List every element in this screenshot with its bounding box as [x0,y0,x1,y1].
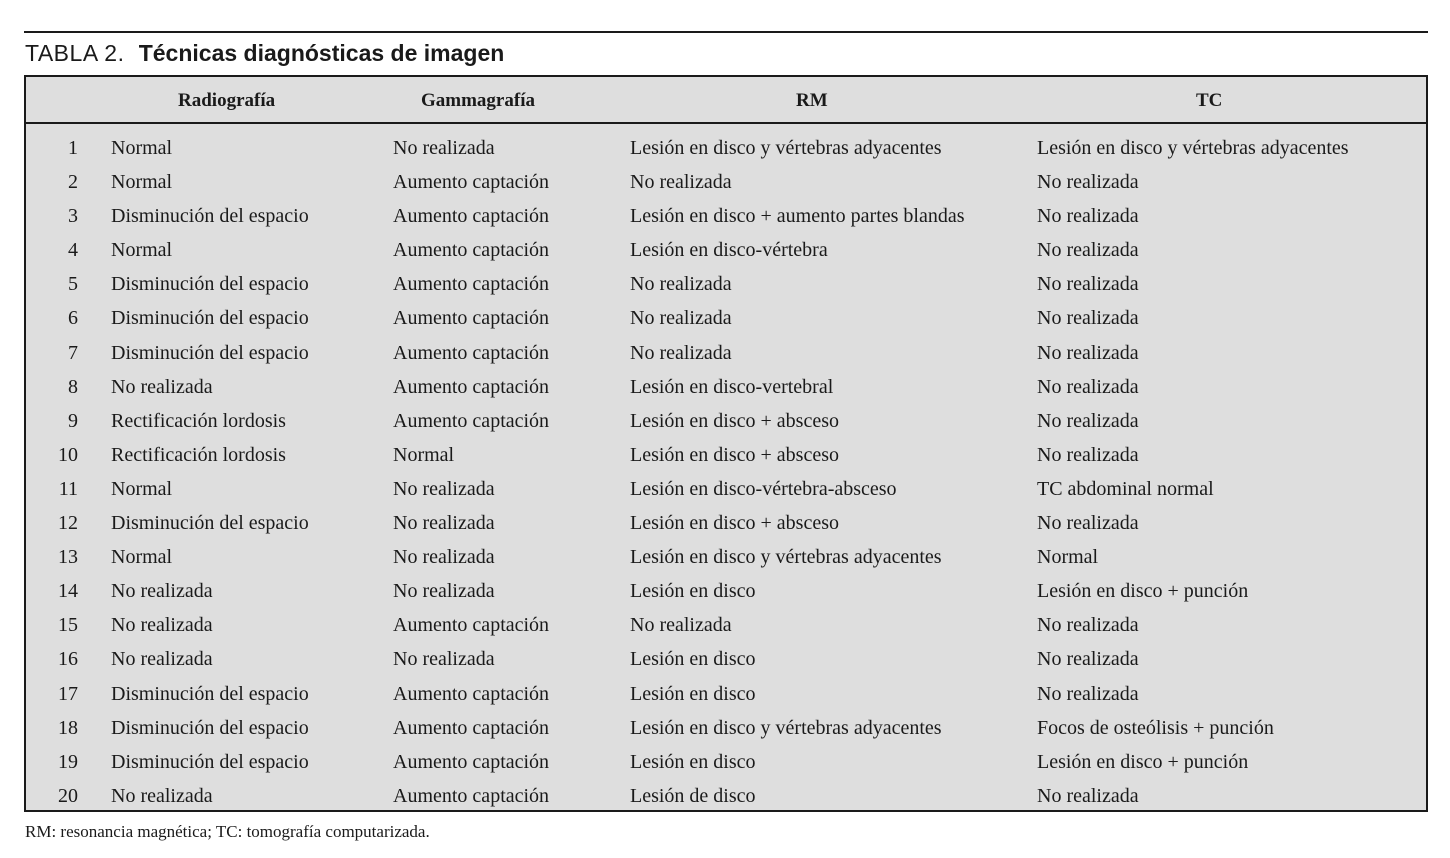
header-tc: TC [1196,90,1223,111]
cell-case-number: 5 [68,273,78,296]
cell-gammagrafia: Aumento captación [393,375,550,398]
cell-tc: No realizada [1037,375,1139,398]
cell-radiografia: Normal [111,546,173,569]
cell-tc: No realizada [1037,614,1139,637]
cell-tc: No realizada [1037,273,1139,296]
cell-case-number: 1 [68,137,78,159]
cell-tc: No realizada [1037,784,1139,807]
cell-radiografia: No realizada [111,784,213,807]
cell-rm: Lesión de disco [630,784,756,807]
cell-radiografia: Rectificación lordosis [111,443,286,466]
cell-case-number: 12 [58,512,78,535]
cell-gammagrafia: Aumento captación [393,171,550,194]
cell-case-number: 8 [68,375,78,398]
table-row [26,301,1426,335]
table-row [26,199,1426,233]
cell-tc: Lesión en disco + punción [1037,580,1249,603]
cell-rm: Lesión en disco-vertebral [630,375,834,398]
table-row [26,608,1426,642]
cell-radiografia: No realizada [111,375,213,398]
cell-tc: No realizada [1037,205,1139,228]
cell-case-number: 20 [58,784,78,807]
cell-case-number: 19 [58,750,78,773]
table-footnote: RM: resonancia magnética; TC: tomografía computarizada. [25,822,430,841]
cell-rm: Lesión en disco [630,750,756,773]
cell-rm: No realizada [630,614,732,637]
caption-label: TABLA 2. [25,40,125,66]
table-row [26,165,1426,199]
cell-case-number: 16 [58,648,78,671]
cell-rm: Lesión en disco + absceso [630,443,840,466]
cell-radiografia: Normal [111,239,173,262]
cell-rm: No realizada [630,273,732,296]
cell-tc: No realizada [1037,171,1139,194]
table-row [26,131,1426,165]
caption-title: Técnicas diagnósticas de imagen [138,40,505,66]
diagnostic-table [24,75,1428,812]
cell-case-number: 2 [68,171,78,194]
cell-rm: Lesión en disco + absceso [630,512,840,535]
cell-radiografia: Normal [111,477,173,500]
cell-gammagrafia: Aumento captación [393,784,550,807]
table-row [26,540,1426,574]
cell-rm: No realizada [630,171,732,194]
cell-tc: No realizada [1037,409,1139,432]
cell-rm: No realizada [630,307,732,330]
cell-case-number: 10 [58,443,78,466]
cell-radiografia: Normal [111,137,173,159]
cell-gammagrafia: Aumento captación [393,307,550,330]
table-row [26,233,1426,267]
cell-gammagrafia: No realizada [393,580,495,603]
table-row [26,267,1426,301]
table-row [26,472,1426,506]
cell-tc: No realizada [1037,443,1139,466]
cell-gammagrafia: No realizada [393,546,495,569]
cell-tc: No realizada [1037,239,1139,262]
cell-radiografia: Disminución del espacio [111,750,309,773]
cell-rm: Lesión en disco [630,682,756,705]
cell-case-number: 6 [68,307,78,330]
cell-case-number: 18 [58,716,78,739]
top-rule [24,31,1428,33]
cell-tc: No realizada [1037,682,1139,705]
cell-rm: Lesión en disco y vértebras adyacentes [630,137,942,159]
cell-radiografia: Disminución del espacio [111,512,309,535]
cell-radiografia: Disminución del espacio [111,682,309,705]
cell-gammagrafia: Aumento captación [393,682,550,705]
cell-rm: Lesión en disco y vértebras adyacentes [630,716,942,739]
cell-radiografia: Disminución del espacio [111,341,309,364]
cell-rm: Lesión en disco y vértebras adyacentes [630,546,942,569]
cell-radiografia: Disminución del espacio [111,716,309,739]
cell-radiografia: Disminución del espacio [111,307,309,330]
cell-radiografia: Disminución del espacio [111,273,309,296]
cell-gammagrafia: Aumento captación [393,409,550,432]
cell-gammagrafia: Aumento captación [393,716,550,739]
cell-rm: Lesión en disco + aumento partes blandas [630,205,965,228]
table-row [26,404,1426,438]
table-row [26,506,1426,540]
cell-gammagrafia: No realizada [393,477,495,500]
header-radiografia: Radiografía [178,90,276,111]
table-header-row [26,77,1426,122]
cell-gammagrafia: No realizada [393,512,495,535]
cell-rm: Lesión en disco [630,648,756,671]
cell-case-number: 7 [68,341,78,364]
cell-rm: Lesión en disco [630,580,756,603]
cell-tc: Lesión en disco + punción [1037,750,1249,773]
cell-radiografia: No realizada [111,580,213,603]
cell-rm: Lesión en disco + absceso [630,409,840,432]
cell-gammagrafia: Normal [393,443,455,466]
table-row [26,711,1426,745]
cell-gammagrafia: Aumento captación [393,341,550,364]
cell-gammagrafia: Aumento captación [393,273,550,296]
table-caption [25,38,504,69]
cell-radiografia: No realizada [111,614,213,637]
cell-gammagrafia: Aumento captación [393,205,550,228]
cell-rm: No realizada [630,341,732,364]
cell-gammagrafia: No realizada [393,137,495,159]
cell-case-number: 13 [58,546,78,569]
cell-tc: No realizada [1037,341,1139,364]
cell-tc: Normal [1037,546,1099,569]
table-row [26,745,1426,779]
table-row [26,370,1426,404]
table-body [26,131,1426,813]
cell-tc: No realizada [1037,307,1139,330]
cell-tc: Focos de osteólisis + punción [1037,716,1274,739]
cell-case-number: 11 [58,477,78,500]
cell-tc: TC abdominal normal [1037,477,1214,500]
table-row [26,779,1426,813]
cell-gammagrafia: No realizada [393,648,495,671]
cell-case-number: 4 [68,239,78,262]
cell-case-number: 14 [58,580,78,603]
table-row [26,574,1426,608]
cell-gammagrafia: Aumento captación [393,614,550,637]
cell-gammagrafia: Aumento captación [393,750,550,773]
table-row [26,438,1426,472]
cell-radiografia: No realizada [111,648,213,671]
cell-tc: No realizada [1037,512,1139,535]
cell-radiografia: Rectificación lordosis [111,409,286,432]
cell-rm: Lesión en disco-vértebra [630,239,828,262]
header-rule [26,122,1426,124]
cell-tc: No realizada [1037,648,1139,671]
table-row [26,677,1426,711]
cell-case-number: 17 [58,682,78,705]
cell-rm: Lesión en disco-vértebra-absceso [630,477,897,500]
table-row [26,642,1426,676]
table-row [26,336,1426,370]
cell-radiografia: Normal [111,171,173,194]
header-rm: RM [796,90,828,111]
cell-radiografia: Disminución del espacio [111,205,309,228]
cell-case-number: 15 [58,614,78,637]
cell-tc: Lesión en disco y vértebras adyacentes [1037,137,1349,159]
cell-gammagrafia: Aumento captación [393,239,550,262]
cell-case-number: 9 [68,409,78,432]
cell-case-number: 3 [68,205,78,228]
header-gammagrafia: Gammagrafía [421,90,535,111]
